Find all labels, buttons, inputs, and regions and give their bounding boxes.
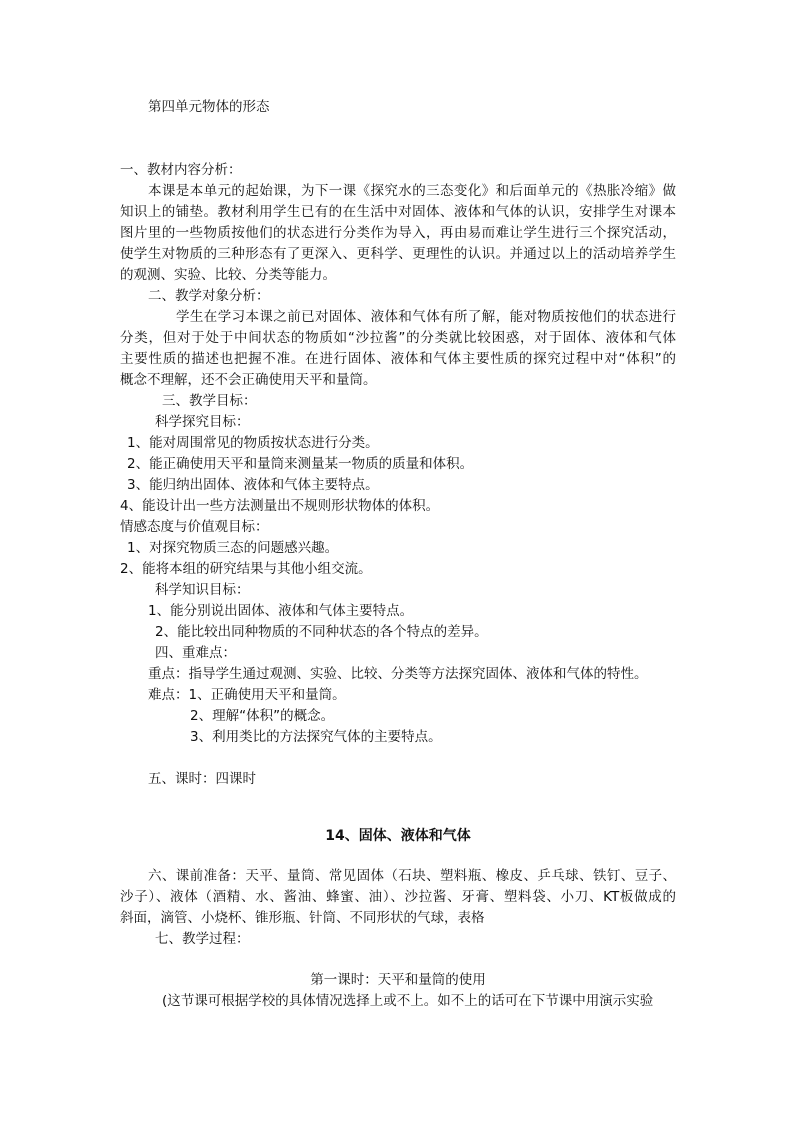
difficult-point: 3、利用类比的方法探究气体的主要特点。 (190, 729, 442, 745)
list-item: 4、能设计出一些方法测量出不规则形状物体的体积。 (120, 498, 440, 514)
list-item: 2、能正确使用天平和量筒来测量某一物质的质量和体积。 (127, 456, 474, 472)
paragraph-line: 六、课前准备：天平、量筒、常见固体（石块、塑料瓶、橡皮、乒乓球、铁钉、豆子、 (148, 868, 676, 884)
list-item: 1、能分别说出固体、液体和气体主要特点。 (148, 603, 414, 619)
unit-title: 第四单元物体的形态 (148, 99, 270, 115)
section-heading-periods: 五、课时：四课时 (148, 771, 256, 787)
section-heading-key-points: 四、重难点： (155, 645, 236, 661)
difficult-point: 2、理解“体积”的概念。 (190, 708, 335, 724)
paragraph-line: 使学生对物质的三种形态有了更深入、更科学、更理性的认识。并通过以上的活动培养学生 (120, 246, 676, 262)
list-item: 2、能将本组的研究结果与其他小组交流。 (120, 561, 372, 577)
subheading-science-inquiry: 科学探究目标： (155, 414, 250, 430)
paragraph-line: 图片里的一些物质按他们的状态进行分类作为导入，再由易而难让学生进行三个探究活动， (120, 225, 676, 241)
period-title: 第一课时：天平和量筒的使用 (310, 972, 486, 988)
paragraph-line: 本课是本单元的起始课，为下一课《探究水的三态变化》和后面单元的《热胀冷缩》做 (148, 183, 676, 199)
paragraph-line: 主要性质的描述也把握不准。在进行固体、液体和气体主要性质的探究过程中对“体积”的 (120, 351, 676, 367)
list-item: 1、对探究物质三态的问题感兴趣。 (127, 540, 339, 556)
paragraph-line: (这节课可根据学校的具体情况选择上或不上。如不上的话可在下节课中用演示实验 (162, 993, 654, 1009)
paragraph-line: 的观测、实验、比较、分类等能力。 (120, 267, 336, 283)
section-heading-teaching-goals: 三、教学目标： (162, 393, 257, 409)
paragraph-line: 沙子）、液体（酒精、水、酱油、蜂蜜、油）、沙拉酱、牙膏、塑料袋、小刀、KT板做成的 (120, 889, 676, 905)
paragraph-line: 分类，但对于处于中间状态的物质如“沙拉酱”的分类就比较困惑，对于固体、液体和气体 (120, 330, 676, 346)
section-heading-teaching-process: 七、教学过程： (155, 931, 250, 947)
section-heading-textbook-analysis: 一、教材内容分析： (120, 162, 242, 178)
key-point: 重点：指导学生通过观测、实验、比较、分类等方法探究固体、液体和气体的特性。 (148, 666, 648, 682)
paragraph-line: 斜面，滴管、小烧杯、锥形瓶、针筒、不同形状的气球，表格 (120, 910, 485, 926)
list-item: 1、能对周围常见的物质按状态进行分类。 (127, 435, 379, 451)
lesson-title: 14、固体、液体和气体 (325, 828, 471, 844)
difficult-point: 难点：1、正确使用天平和量筒。 (148, 687, 346, 703)
subheading-knowledge: 科学知识目标： (155, 582, 250, 598)
list-item: 3、能归纳出固体、液体和气体主要特点。 (127, 477, 379, 493)
subheading-attitude: 情感态度与价值观目标： (120, 519, 269, 535)
paragraph-line: 概念不理解，还不会正确使用天平和量筒。 (120, 372, 377, 388)
list-item: 2、能比较出同种物质的不同种状态的各个特点的差异。 (155, 624, 488, 640)
section-heading-student-analysis: 二、教学对象分析： (148, 288, 270, 304)
paragraph-line: 知识上的铺垫。教材利用学生已有的在生活中对固体、液体和气体的认识，安排学生对课本 (120, 204, 676, 220)
paragraph-line: 学生在学习本课之前已对固体、液体和气体有所了解，能对物质按他们的状态进行 (176, 309, 676, 325)
